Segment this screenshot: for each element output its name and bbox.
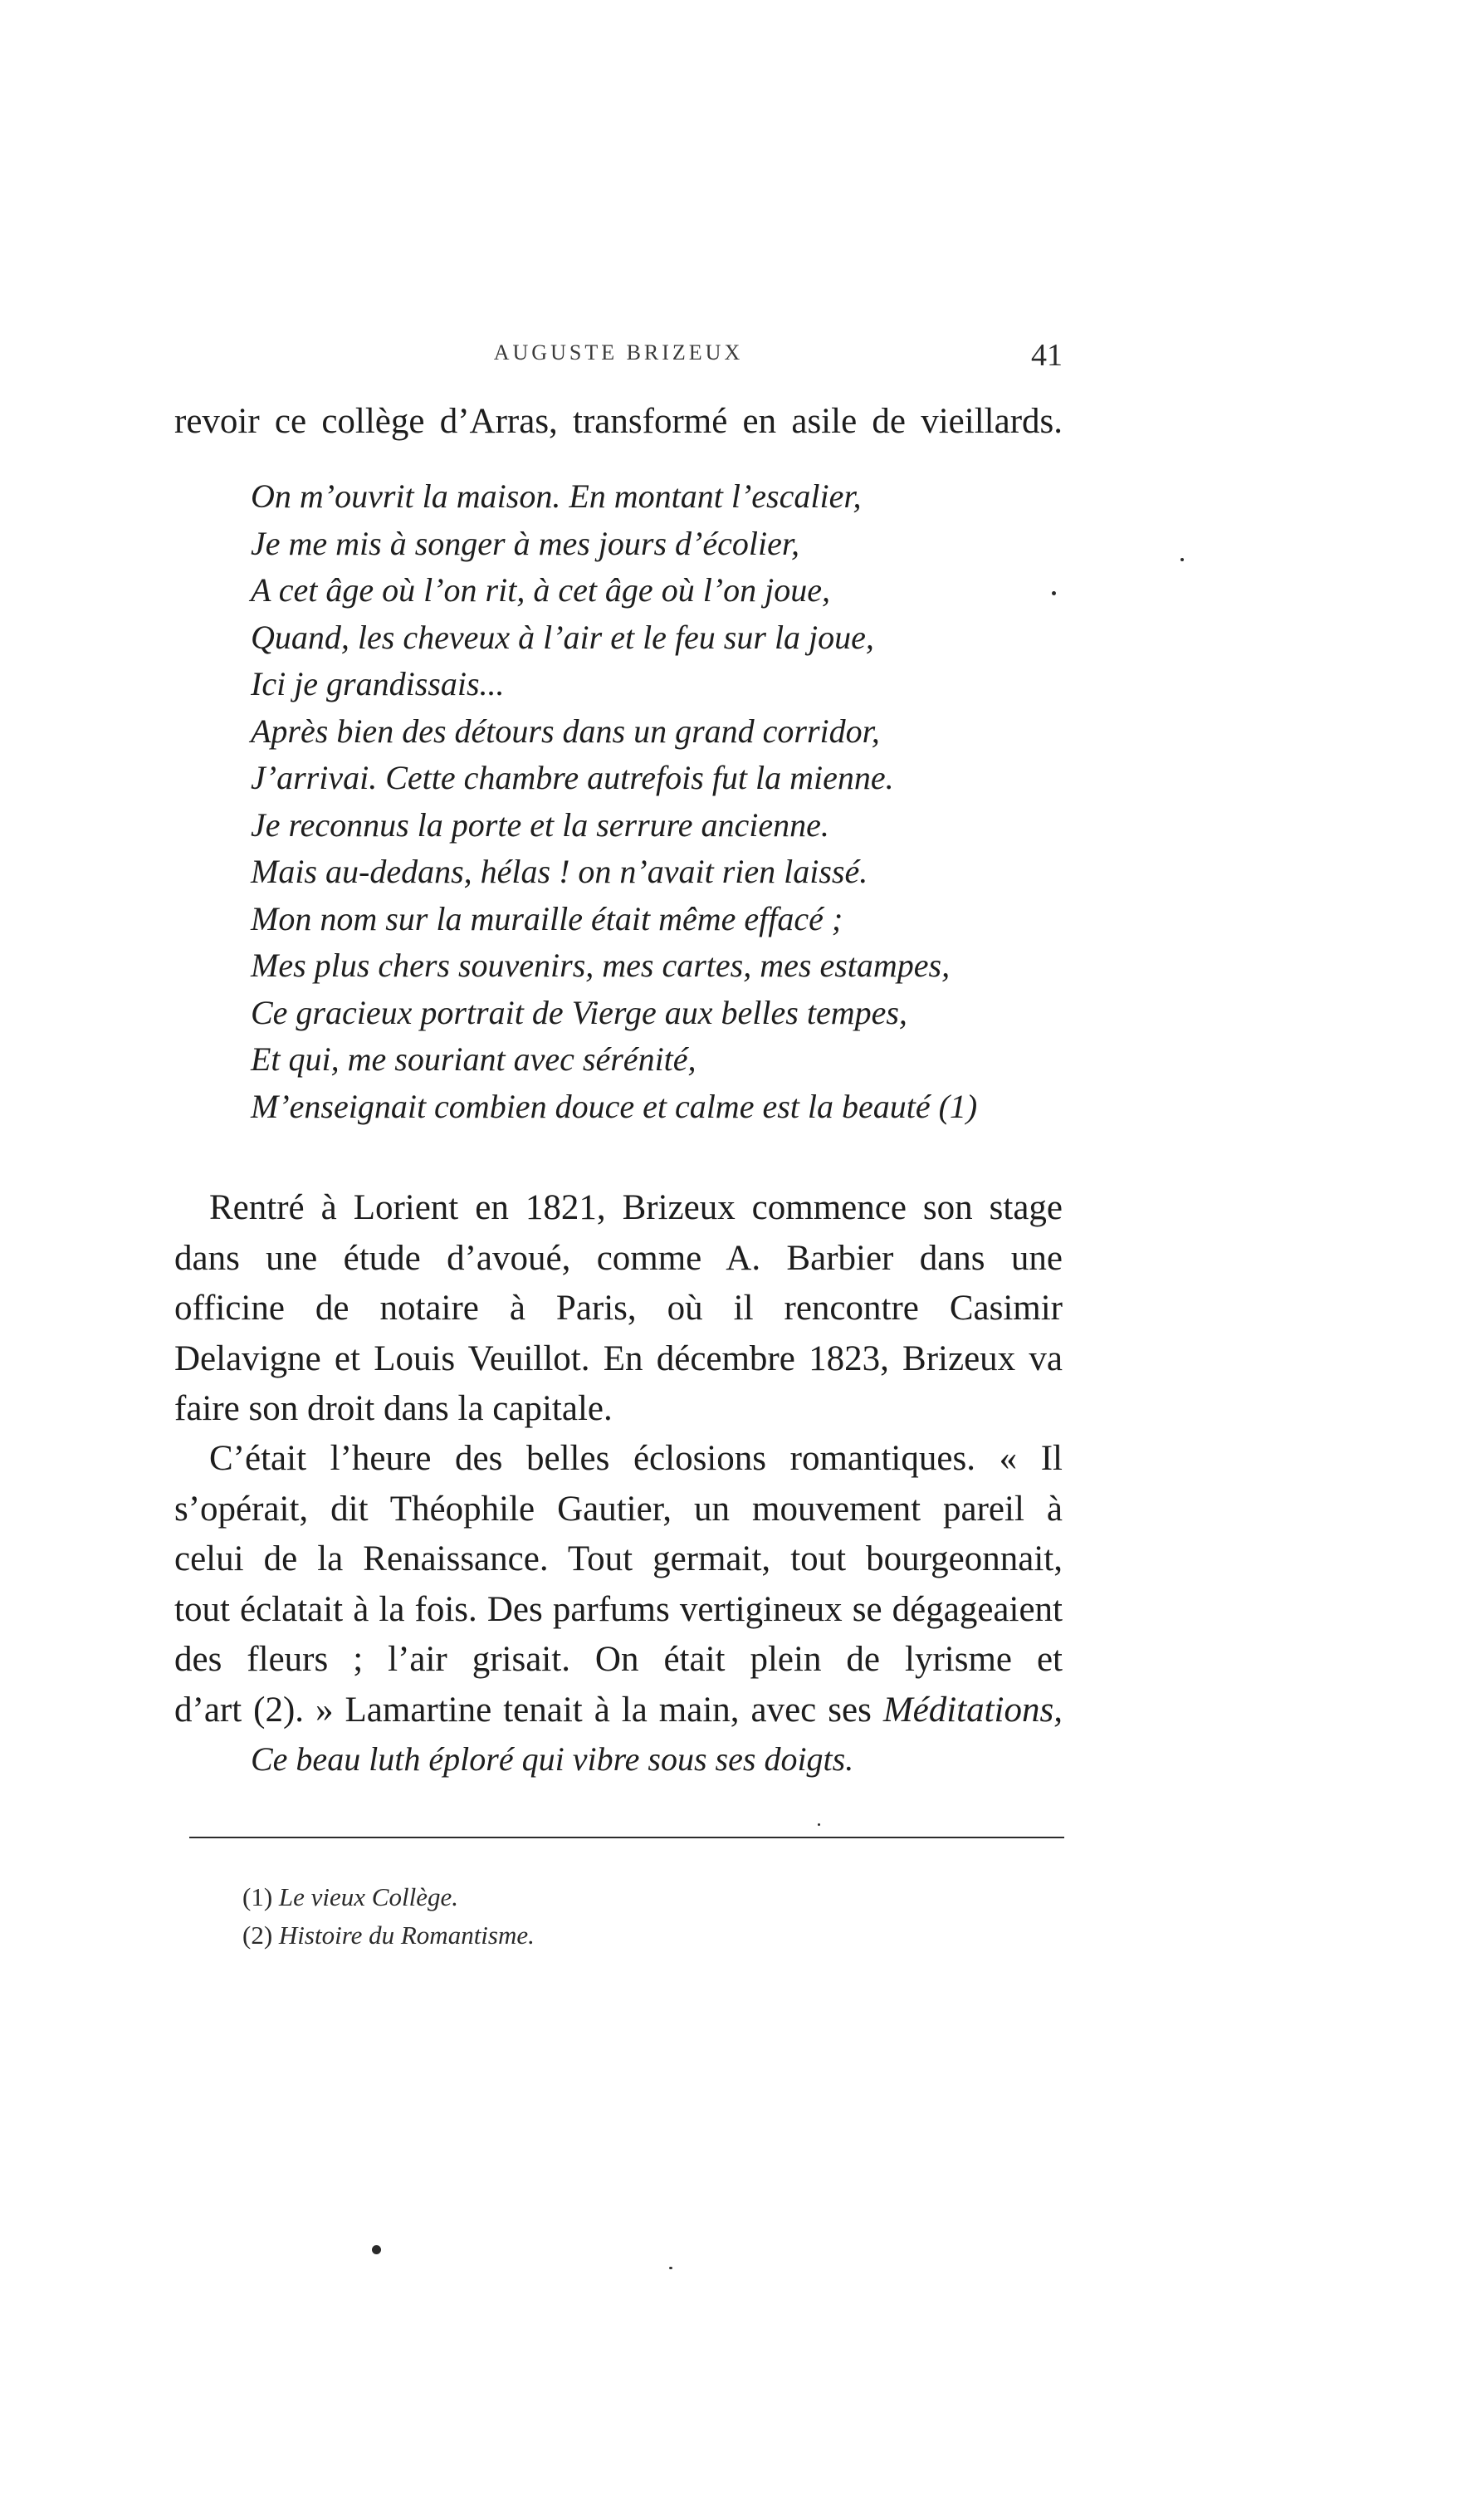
paragraph-lorient — [174, 1183, 1063, 1435]
poem-line: On m’ouvrit la maison. En montant l’escalier, — [251, 477, 862, 515]
footnote-reference: Histoire du Romantisme. — [278, 1921, 535, 1950]
footnote-1 — [242, 1878, 535, 1916]
closing-verse: Ce beau luth éploré qui vibre sous ses doigts. — [251, 1740, 854, 1778]
paragraph-line: celui de la Renaissance. Tout germait, tout bourgeonnait, — [174, 1539, 1063, 1578]
ink-speck — [372, 2245, 381, 2254]
footnote-2 — [242, 1916, 535, 1955]
paragraph-line: Rentré à Lorient en 1821, Brizeux commence son stage — [209, 1188, 1063, 1227]
paragraph-line-text: d’art (2). » Lamartine tenait à la main, avec ses — [174, 1690, 872, 1730]
poem-line: Je reconnus la porte et la serrure ancienne. — [251, 805, 829, 844]
page-number: 41 — [1031, 338, 1063, 373]
paragraph-romantic-era — [174, 1434, 1063, 1735]
running-title: AUGUSTE BRIZEUX — [493, 340, 744, 365]
paragraph-line: des fleurs ; l’air grisait. On était plein de lyrisme et — [174, 1640, 1063, 1679]
ink-speck — [818, 1823, 820, 1826]
poem-line: Ici je grandissais... — [251, 665, 505, 702]
poem-line: Quand, les cheveux à l’air et le feu sur la joue, — [251, 618, 874, 656]
ink-speck — [1180, 558, 1184, 561]
paragraph-line: Delavigne et Louis Veuillot. En décembre 1823, Brizeux va — [174, 1338, 1063, 1378]
footnotes — [242, 1878, 535, 1955]
footnote-divider — [189, 1837, 1064, 1838]
poem-line: A cet âge où l’on rit, à cet âge où l’on joue, — [251, 571, 830, 609]
paragraph-line: C’était l’heure des belles éclosions romantiques. « Il — [209, 1439, 1063, 1478]
paragraph-line: tout éclatait à la fois. Des parfums vertigineux se dégageaient — [174, 1589, 1063, 1629]
poem-line: M’enseignait combien douce et calme est la beauté (1) — [251, 1087, 978, 1125]
poem-line: Je me mis à songer à mes jours d’écolier, — [251, 524, 799, 562]
poem-quotation — [251, 473, 998, 1130]
paragraph-line: dans une étude d’avoué, comme A. Barbier dans une — [174, 1238, 1063, 1278]
work-title-meditations: Méditations, — [882, 1690, 1063, 1730]
footnote-mark: (2) — [242, 1921, 273, 1950]
opening-line: revoir ce collège d’Arras, transformé en asile de vieillards. — [174, 402, 1063, 441]
ink-speck — [669, 2267, 672, 2269]
paragraph-line: officine de notaire à Paris, où il rencontre Casimir — [174, 1289, 1063, 1328]
footnote-reference: Le vieux Collège. — [278, 1882, 458, 1911]
poem-line: Et qui, me souriant avec sérénité, — [251, 1040, 697, 1078]
paragraph-line-with-title — [174, 1686, 1063, 1736]
poem-line: Après bien des détours dans un grand corridor, — [251, 712, 880, 750]
opening-text — [174, 397, 1063, 448]
footnote-mark: (1) — [242, 1882, 273, 1911]
ink-speck — [1052, 591, 1056, 595]
poem-line: Ce gracieux portrait de Vierge aux belles tempes, — [251, 993, 907, 1031]
poem-line: Mes plus chers souvenirs, mes cartes, mes estampes, — [251, 947, 951, 984]
paragraph-line: faire son droit dans la capitale. — [174, 1389, 613, 1428]
poem-line: Mon nom sur la muraille était même effacé ; — [251, 899, 843, 937]
poem-line: Mais au-dedans, hélas ! on n’avait rien laissé. — [251, 853, 868, 890]
paragraph-line: s’opérait, dit Théophile Gautier, un mouvement pareil à — [174, 1489, 1063, 1529]
poem-line: J’arrivai. Cette chambre autrefois fut la mienne. — [251, 759, 894, 796]
page-header — [174, 340, 1063, 382]
